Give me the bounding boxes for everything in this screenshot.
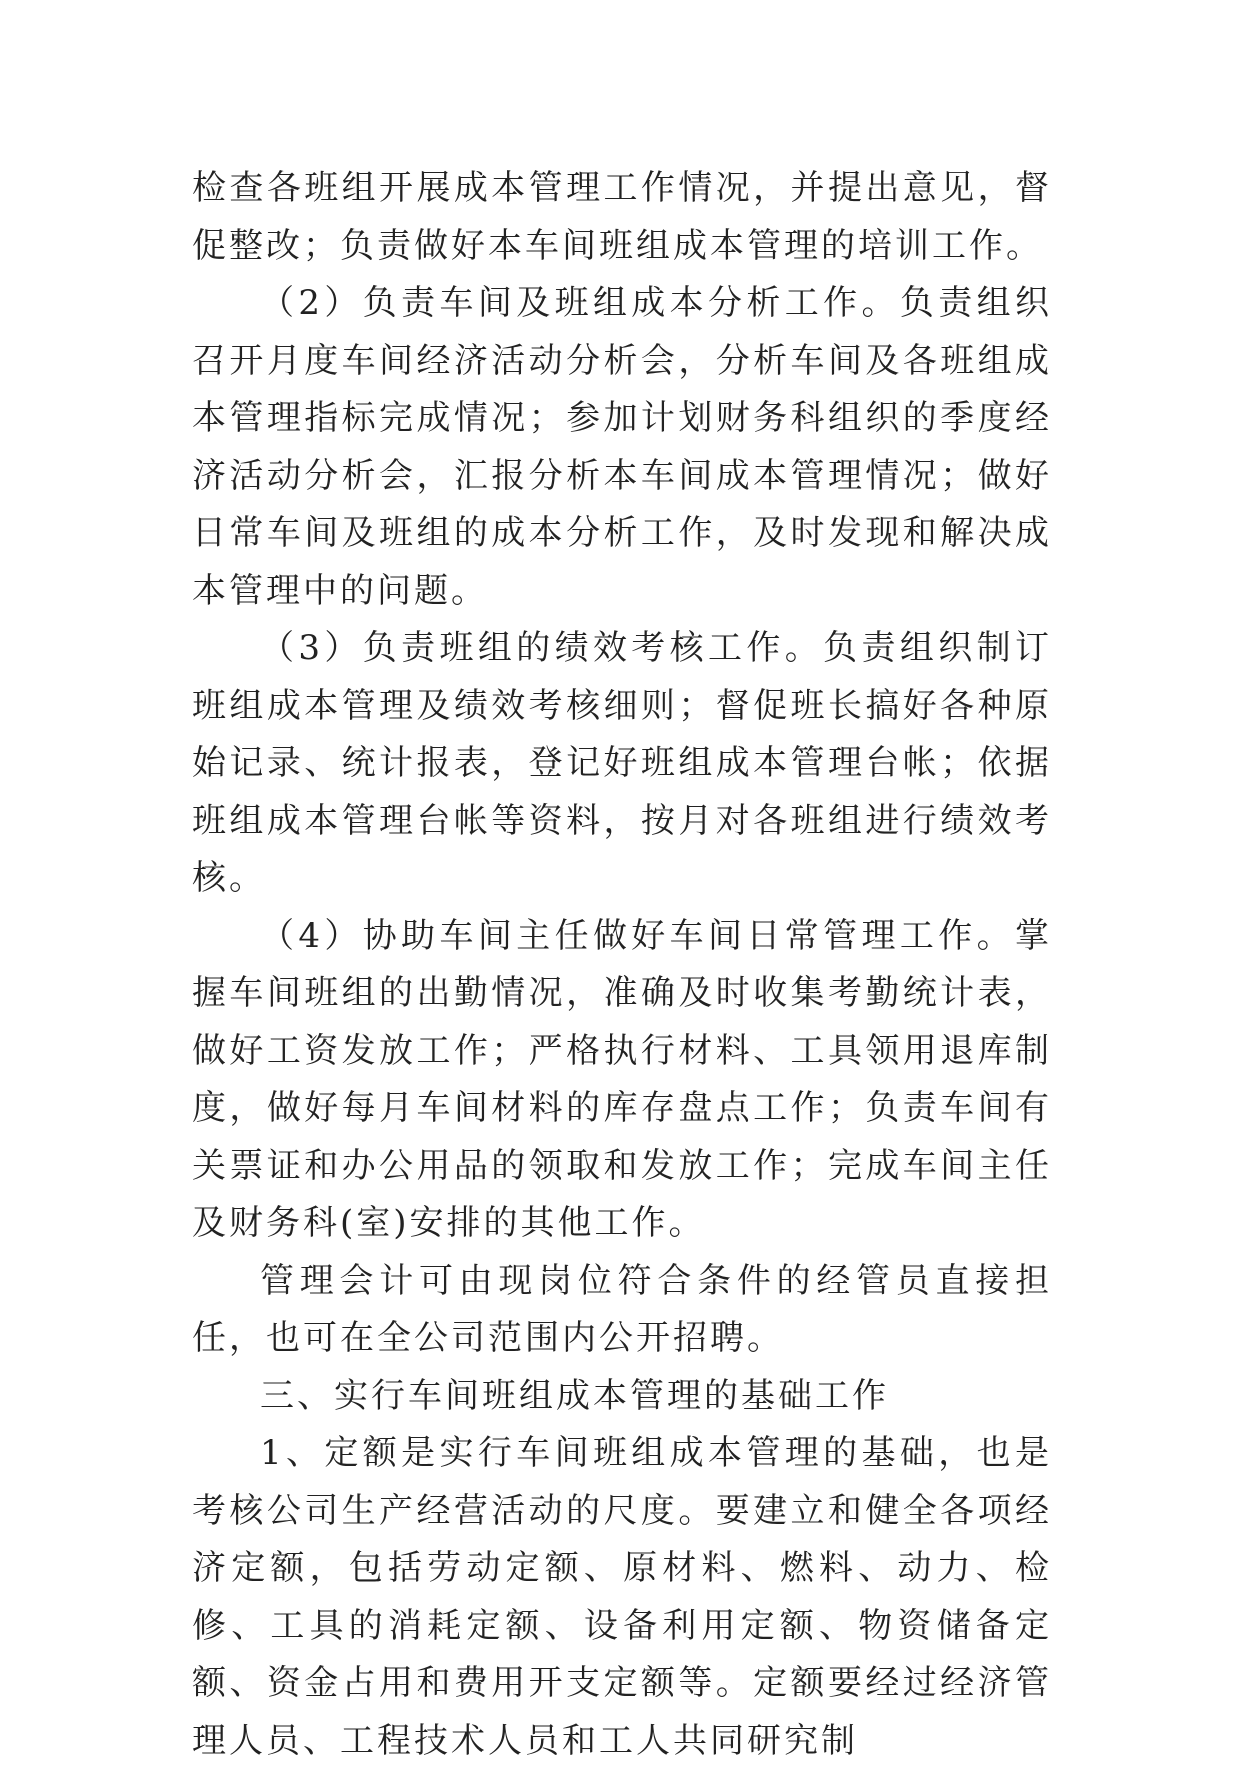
paragraph-item-2: （2）负责车间及班组成本分析工作。负责组织召开月度车间经济活动分析会，分析车间及各班组成本管理指标完成情况；参加计划财务科组织的季度经济活动分析会，汇报分析本车间成本管理情况；做好日常车间及班组的成本分析工作，及时发现和解决成本管理中的问题。 [192, 283, 1052, 611]
document-body [192, 160, 1052, 1770]
paragraph-item-4: （4）协助车间主任做好车间日常管理工作。掌握车间班组的出勤情况，准确及时收集考勤统计表，做好工资发放工作；严格执行材料、工具领用退库制度，做好每月车间材料的库存盘点工作；负责车间有关票证和办公用品的领取和发放工作；完成车间主任及财务科(室)安排的其他工作。 [192, 915, 1052, 1243]
paragraph-item-3: （3）负责班组的绩效考核工作。负责组织制订班组成本管理及绩效考核细则；督促班长搞好各种原始记录、统计报表，登记好班组成本管理台帐；依据班组成本管理台帐等资料，按月对各班组进行绩效考核。 [192, 628, 1052, 898]
section-heading-3: 三、实行车间班组成本管理的基础工作 [260, 1375, 889, 1416]
paragraph-quota-basis: 1、定额是实行车间班组成本管理的基础，也是考核公司生产经营活动的尺度。要建立和健全各项经济定额，包括劳动定额、原材料、燃料、动力、检修、工具的消耗定额、设备利用定额、物资储备定额、资金占用和费用开支定额等。定额要经过经济管理人员、工程技术人员和工人共同研究制 [192, 1433, 1052, 1761]
paragraph-continuation: 检查各班组开展成本管理工作情况，并提出意见，督促整改；负责做好本车间班组成本管理的培训工作。 [192, 168, 1052, 266]
paragraph-recruitment: 管理会计可由现岗位符合条件的经管员直接担任，也可在全公司范围内公开招聘。 [192, 1260, 1052, 1358]
